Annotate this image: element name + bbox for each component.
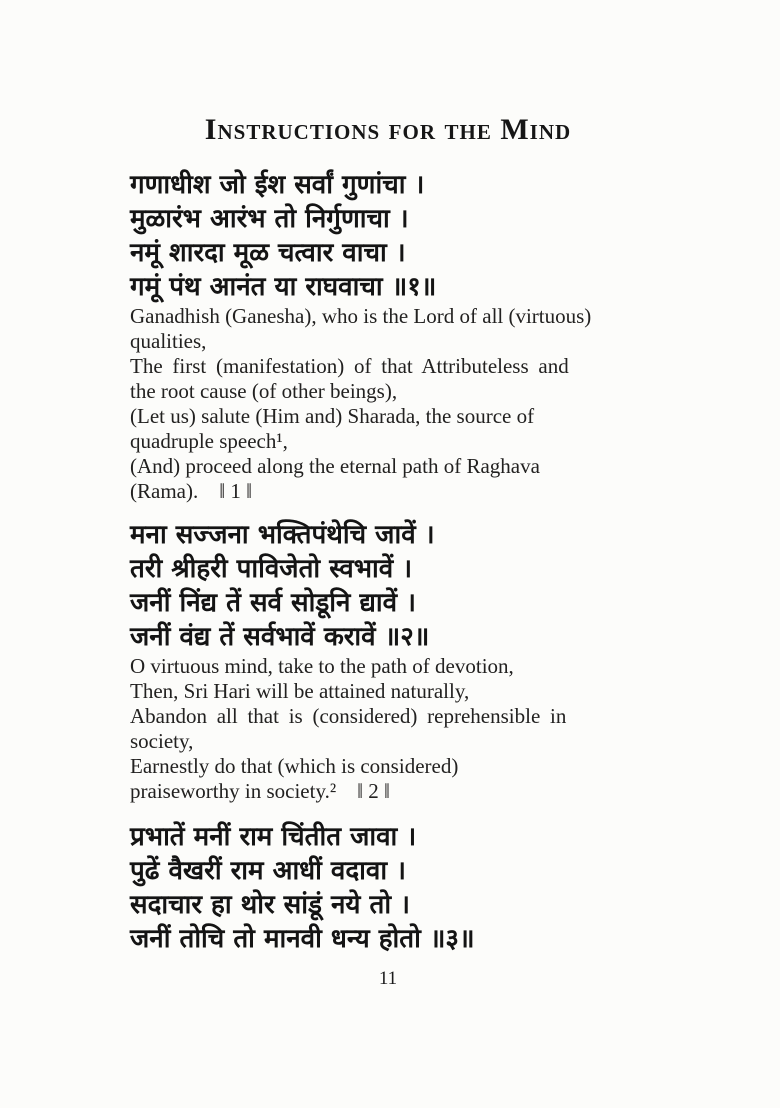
translation-line: The first (manifestation) of that Attributeless and xyxy=(130,354,569,378)
translation-line: (Rama). ‖ 1 ‖ xyxy=(130,479,253,503)
verse-1-translation xyxy=(130,304,646,504)
verse-line: जनीं वंद्य तें सर्वभावें करावें ॥२॥ xyxy=(130,622,430,652)
page-title: Instructions for the Mind xyxy=(204,113,572,146)
verse-line: गणाधीश जो ईश सर्वां गुणांचा । xyxy=(130,170,425,200)
verse-line: तरी श्रीहरी पाविजेतो स्वभावें । xyxy=(130,554,413,584)
translation-line: O virtuous mind, take to the path of devotion, xyxy=(130,654,514,678)
translation-line: (And) proceed along the eternal path of Raghava xyxy=(130,454,540,478)
translation-line: praiseworthy in society.² ‖ 2 ‖ xyxy=(130,779,390,803)
verse-line: जनीं तोचि तो मानवी धन्य होतो ॥३॥ xyxy=(130,924,475,954)
verse-line: मुळारंभ आरंभ तो निर्गुणाचा । xyxy=(130,204,409,234)
verse-2-translation xyxy=(130,654,646,804)
verse-2-devanagari xyxy=(130,518,646,654)
verse-line: नमूं शारदा मूळ चत्वार वाचा । xyxy=(130,238,406,268)
verse-line: प्रभातें मनीं राम चिंतीत जावा । xyxy=(130,822,417,852)
verse-1-devanagari xyxy=(130,168,646,304)
verse-line: मना सज्जना भक्तिपंथेचि जावें । xyxy=(130,520,435,550)
translation-line: qualities, xyxy=(130,329,207,353)
verse-3-devanagari xyxy=(130,820,646,956)
verse-line: जनीं निंद्य तें सर्व सोडूनि द्यावें । xyxy=(130,588,416,618)
translation-line: the root cause (of other beings), xyxy=(130,379,398,403)
page-number: 11 xyxy=(378,968,398,989)
verse-line: सदाचार हा थोर सांडूं नये तो । xyxy=(130,890,410,920)
translation-line: Abandon all that is (considered) reprehensible in xyxy=(130,704,567,728)
text-column xyxy=(130,112,646,990)
translation-line: (Let us) salute (Him and) Sharada, the source of xyxy=(130,404,535,428)
translation-line: quadruple speech¹, xyxy=(130,429,288,453)
verse-line: पुढें वैखरीं राम आधीं वदावा । xyxy=(130,856,407,886)
translation-line: Then, Sri Hari will be attained naturally, xyxy=(130,679,470,703)
translation-line: society, xyxy=(130,729,194,753)
translation-line: Earnestly do that (which is considered) xyxy=(130,754,459,778)
translation-line: Ganadhish (Ganesha), who is the Lord of all (virtuous) xyxy=(130,304,592,328)
verse-line: गमूं पंथ आनंत या राघवाचा ॥१॥ xyxy=(130,272,437,302)
